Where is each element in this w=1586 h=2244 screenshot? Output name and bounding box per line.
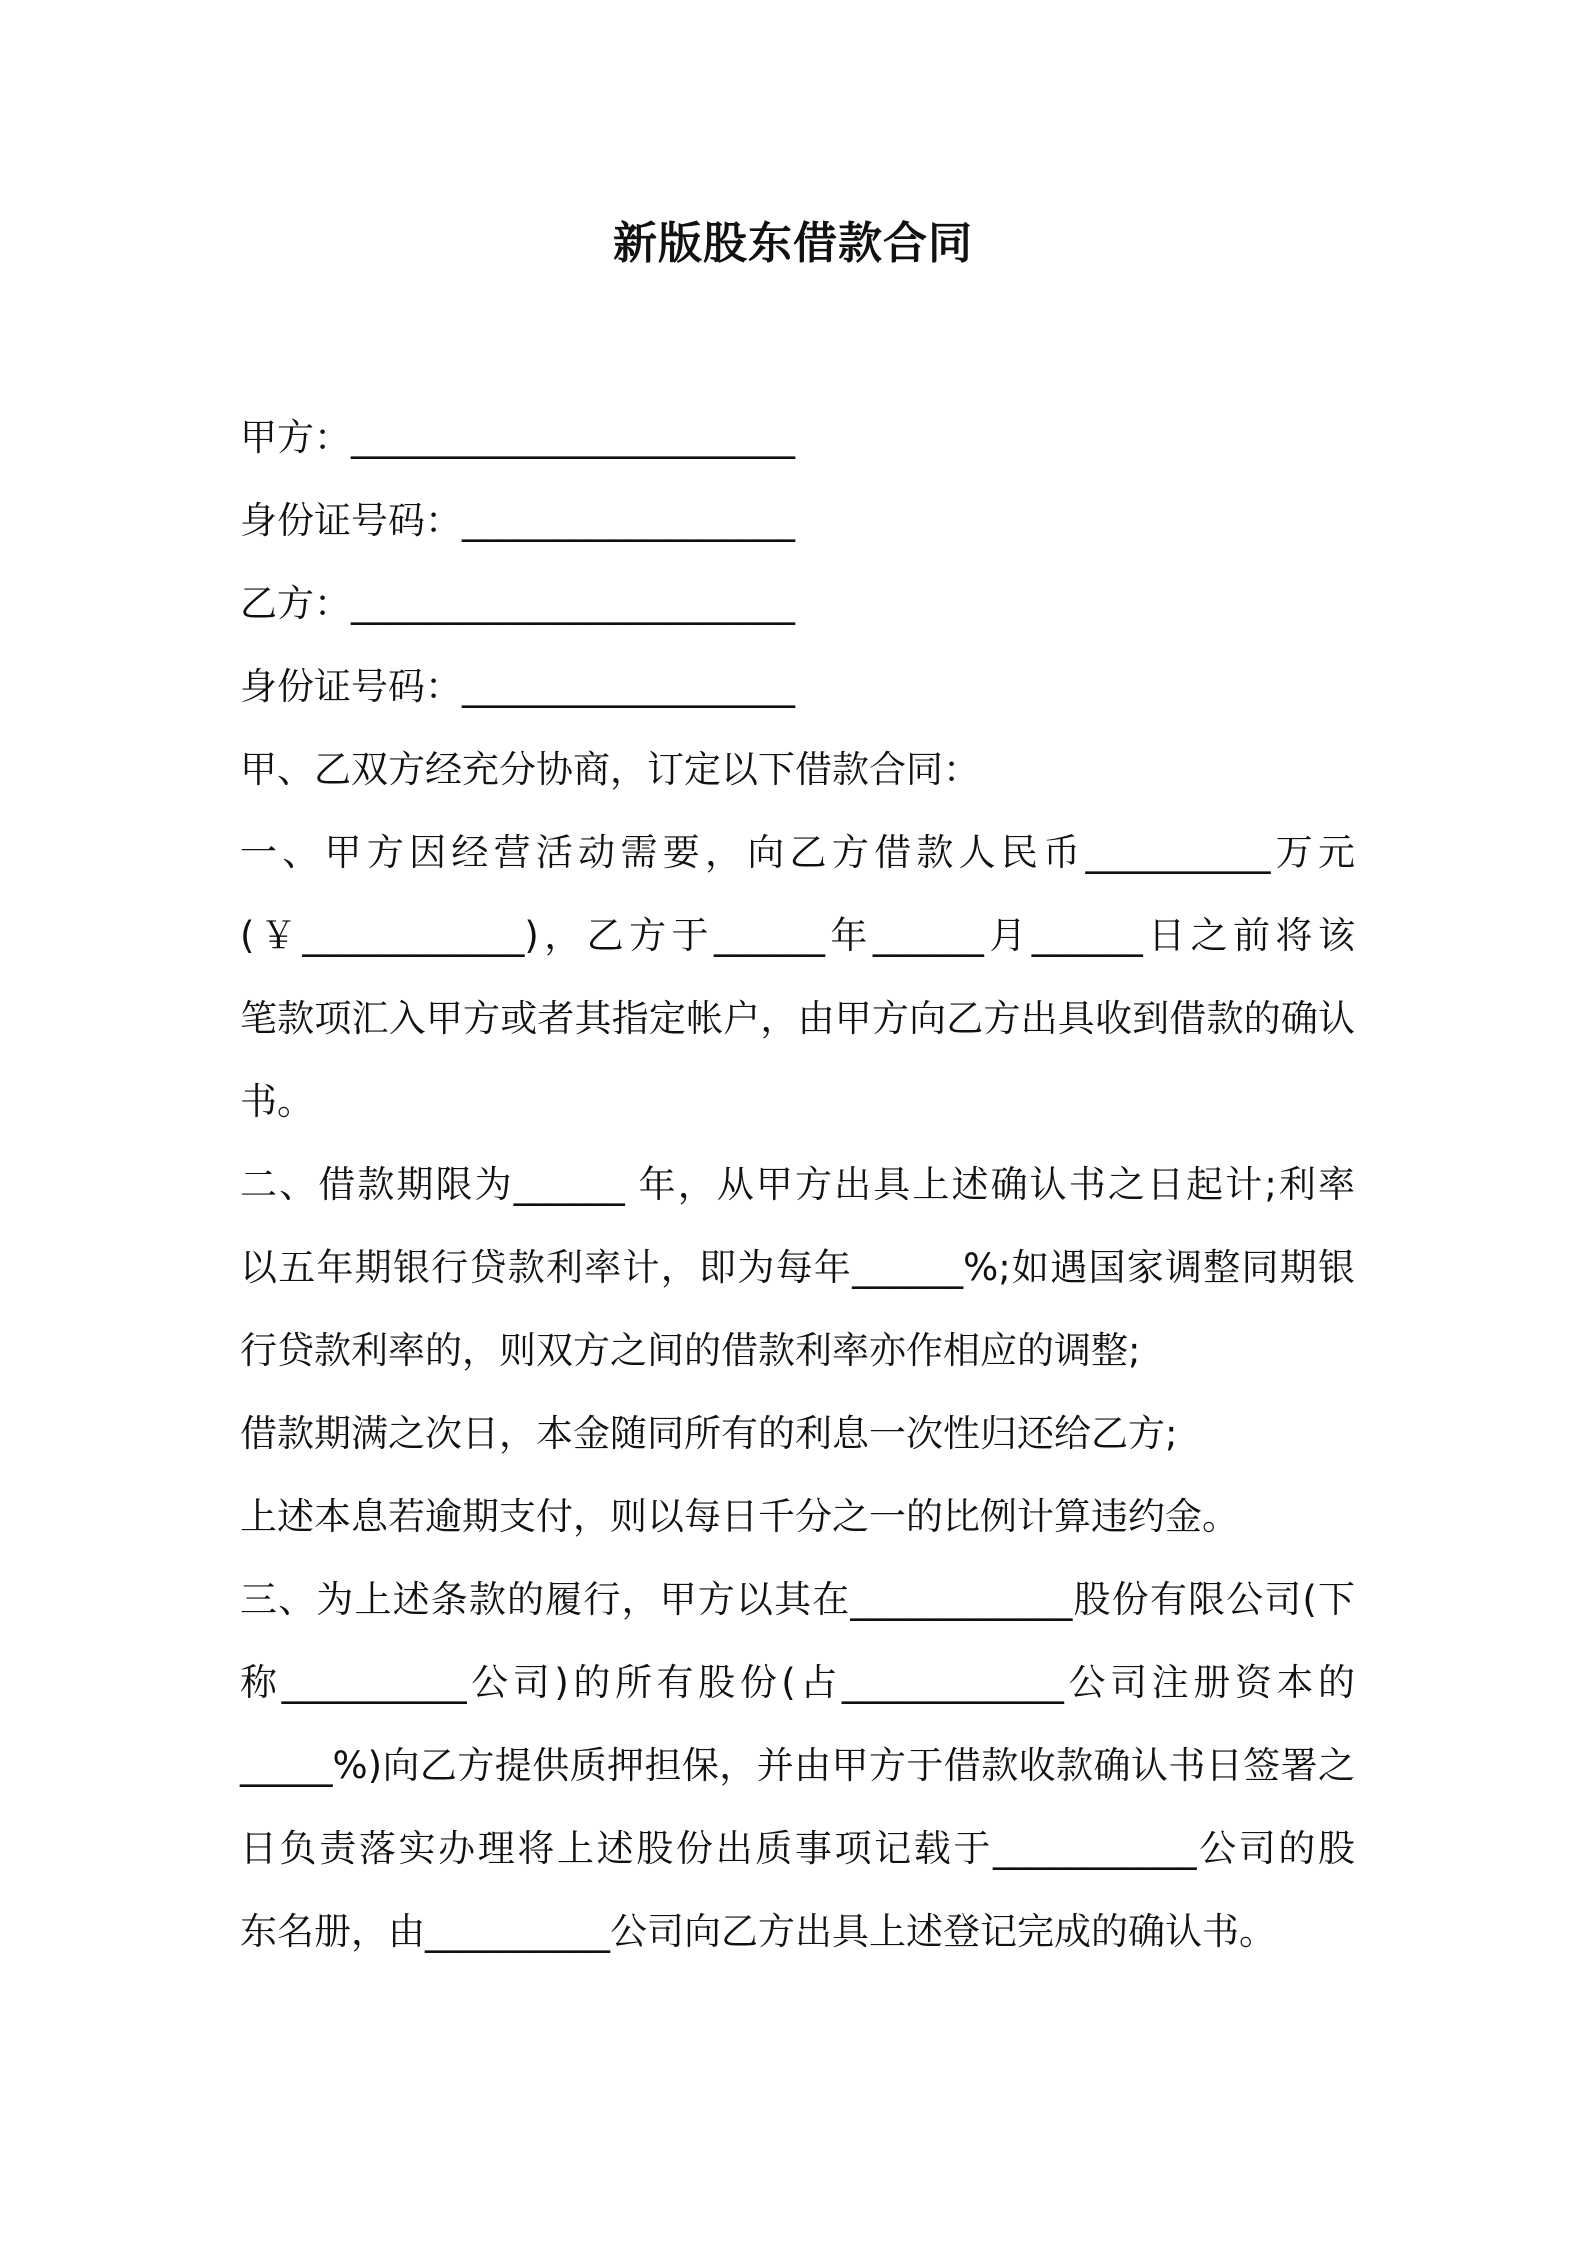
clause-2-line-5: 上述本息若逾期支付，则以每日千分之一的比例计算违约金。: [240, 1495, 1239, 1538]
clause-2-line-1: 二、借款期限为______ 年，从甲方出具上述确认书之日起计;利率: [240, 1163, 1355, 1206]
clause-1-line-3: 笔款项汇入甲方或者其指定帐户，由甲方向乙方出具收到借款的确认: [240, 997, 1355, 1040]
document-title: 新版股东借款合同: [613, 218, 973, 269]
clause-2-line-2: 以五年期银行贷款利率计，即为每年______%;如遇国家调整同期银: [240, 1246, 1355, 1289]
party-a-id-line: 身份证号码：__________________: [240, 499, 795, 542]
clause-1-line-1: 一、甲方因经营活动需要，向乙方借款人民币__________万元: [240, 831, 1355, 874]
party-a-line: 甲方：________________________: [240, 416, 795, 459]
clause-3-line-3: _____%)向乙方提供质押担保，并由甲方于借款收款确认书日签署之: [240, 1744, 1355, 1787]
clause-3-line-4: 日负责落实办理将上述股份出质事项记载于___________公司的股: [240, 1827, 1355, 1870]
clause-3-line-1: 三、为上述条款的履行，甲方以其在____________股份有限公司(下: [240, 1578, 1355, 1621]
clause-2-line-4: 借款期满之次日，本金随同所有的利息一次性归还给乙方;: [240, 1412, 1178, 1455]
preamble-line: 甲、乙双方经充分协商，订定以下借款合同：: [240, 748, 980, 791]
party-b-line: 乙方：________________________: [240, 582, 795, 625]
clause-1-line-4: 书。: [240, 1080, 314, 1123]
clause-3-line-2: 称__________公司)的所有股份(占____________公司注册资本的: [240, 1661, 1355, 1704]
clause-1-line-2: (￥____________)，乙方于______年______月______日之前将该: [240, 914, 1355, 957]
party-b-id-line: 身份证号码：__________________: [240, 665, 795, 708]
clause-2-line-3: 行贷款利率的，则双方之间的借款利率亦作相应的调整;: [240, 1329, 1141, 1372]
clause-3-line-5: 东名册，由__________公司向乙方出具上述登记完成的确认书。: [240, 1910, 1276, 1953]
